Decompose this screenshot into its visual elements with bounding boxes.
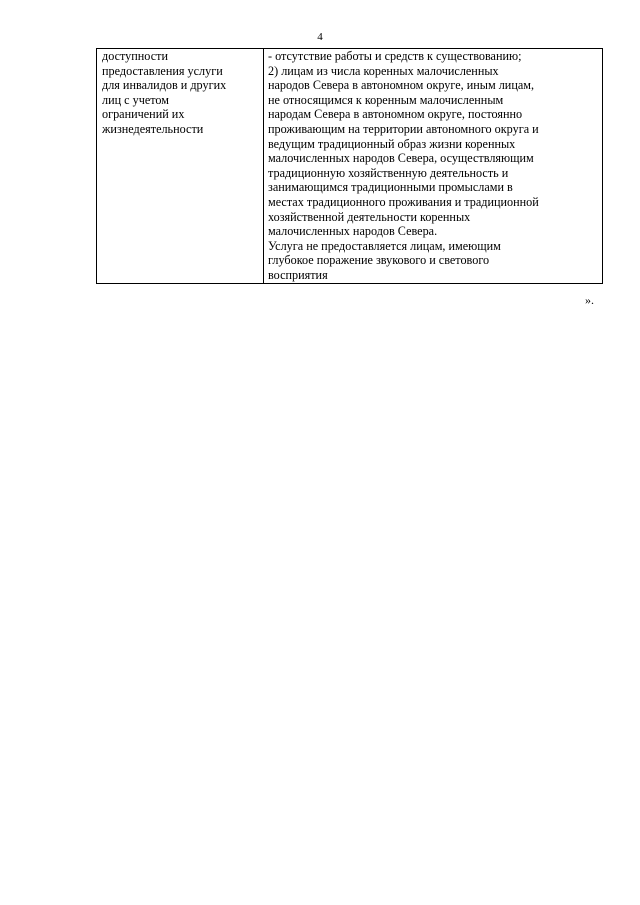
cell-text-line: хозяйственной деятельности коренных	[268, 209, 471, 224]
cell-text-line: не относящимся к коренным малочисленным	[268, 92, 504, 107]
closing-quote-mark: ».	[585, 293, 594, 307]
cell-text-line: проживающим на территории автономного округа и	[268, 121, 539, 136]
cell-text-line: ведущим традиционный образ жизни коренных	[268, 136, 516, 151]
document-table	[96, 48, 603, 284]
table-cell-right	[264, 49, 603, 284]
cell-text-line: доступности	[102, 49, 168, 63]
cell-text-line: глубокое поражение звукового и светового	[268, 253, 490, 268]
cell-text-line: лиц с учетом	[102, 92, 170, 107]
cell-text-line: восприятия	[268, 267, 328, 282]
cell-text-line: предоставления услуги	[102, 63, 223, 78]
table-row	[97, 49, 603, 284]
cell-text-line: Услуга не предоставляется лицам, имеющим	[268, 238, 501, 253]
cell-text-line: малочисленных народов Севера.	[268, 224, 438, 239]
cell-text-line: народов Севера в автономном округе, иным лицам,	[268, 78, 535, 93]
table-cell-left	[97, 49, 264, 284]
cell-text-line: народам Севера в автономном округе, постоянно	[268, 107, 523, 122]
page-number: 4	[317, 31, 323, 43]
cell-text-line: - отсутствие работы и средств к существованию;	[268, 49, 522, 63]
cell-text-line: традиционную хозяйственную деятельность и	[268, 165, 509, 180]
cell-text-line: 2) лицам из числа коренных малочисленных	[268, 63, 499, 78]
cell-text-line: местах традиционного проживания и традиционной	[268, 194, 539, 209]
cell-text-line: занимающимся традиционными промыслами в	[268, 180, 513, 195]
cell-text-line: ограничений их	[102, 107, 185, 122]
cell-text-line: для инвалидов и других	[102, 78, 227, 93]
cell-text-line: малочисленных народов Севера, осуществляющим	[268, 151, 534, 166]
cell-text-line: жизнедеятельности	[102, 121, 204, 136]
